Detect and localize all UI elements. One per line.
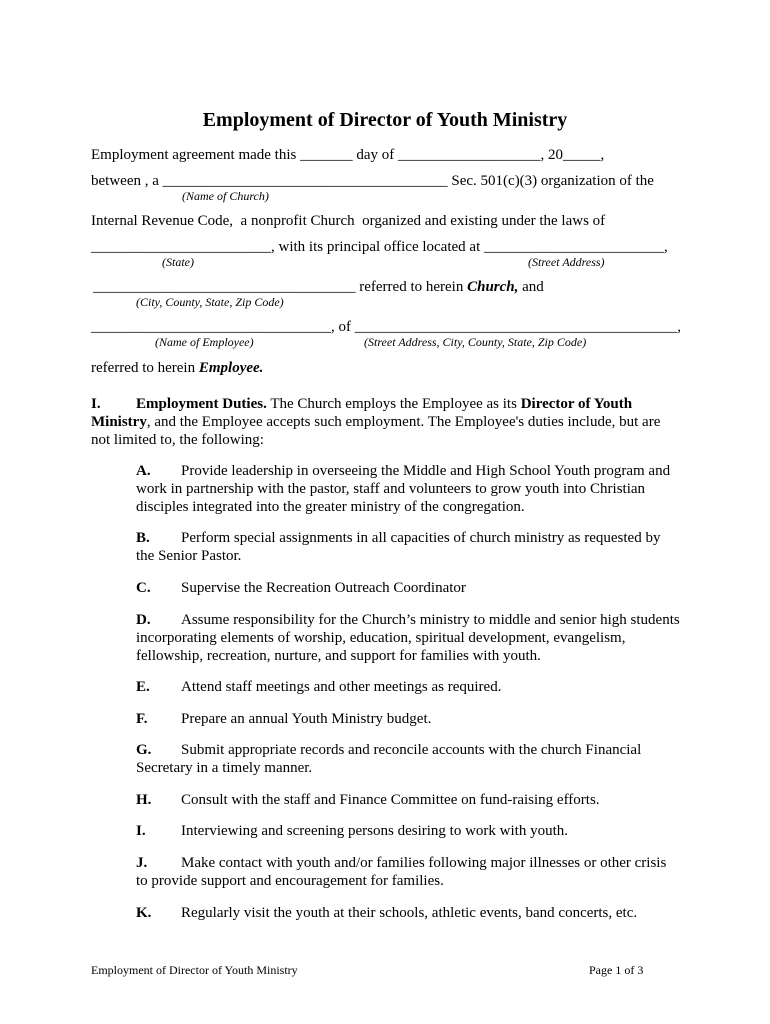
duty-item (136, 741, 681, 777)
caption-employee-address: (Street Address, City, County, State, Zip Code) (364, 335, 587, 349)
duty-text: Make contact with youth and/or families following major illnesses or other crisis to provide support and encouragement for families. (136, 855, 667, 889)
referred-church-text: referred to herein (355, 279, 468, 295)
duty-letter: H. (136, 792, 152, 808)
section-heading: Employment Duties. (136, 396, 267, 412)
duty-item (136, 529, 681, 565)
section-text-a: The Church employs the Employee as its (266, 396, 521, 412)
and-text: and (518, 279, 544, 295)
preamble-line-6 (91, 318, 681, 336)
preamble-line-5 (93, 278, 544, 296)
preamble-line-2: between , a ______________________________________ Sec. 501(c)(3) organization of the (91, 173, 654, 189)
employee-defined-term: Employee. (198, 360, 264, 376)
duty-text: Assume responsibility for the Church’s ministry to middle and senior high students incorporating elements of worship, education, spiritual development, evangelism, fellowship, recreation, nurture, and support for families with youth. (136, 612, 680, 664)
preamble-line-7 (91, 359, 263, 377)
duty-letter: B. (136, 530, 150, 546)
duty-item (136, 611, 681, 665)
duty-letter: I. (136, 823, 146, 839)
duty-item (136, 822, 681, 840)
duty-text: Prepare an annual Youth Ministry budget. (181, 711, 432, 727)
duty-item (136, 710, 681, 728)
duty-letter: K. (136, 905, 152, 921)
duty-item (136, 854, 681, 890)
duty-text: Provide leadership in overseeing the Middle and High School Youth program and work in partnership with the pastor, staff and volunteers to grow youth into Christian disciples integrated into the greater ministry of the congregation. (136, 463, 671, 515)
duty-letter: E. (136, 679, 150, 695)
duty-text: Supervise the Recreation Outreach Coordinator (181, 580, 466, 596)
principal-office-text: , with its principal office located at ________________________, (271, 239, 668, 255)
duty-text: Interviewing and screening persons desiring to work with youth. (181, 823, 569, 839)
duty-letter: D. (136, 612, 151, 628)
city-blank: ___________________________________ (93, 279, 356, 295)
duty-item (136, 579, 681, 597)
caption-state: (State) (162, 255, 194, 269)
caption-name-of-employee: (Name of Employee) (155, 335, 254, 349)
referred-employee-text: referred to herein (91, 360, 199, 376)
duty-text: Attend staff meetings and other meetings as required. (181, 679, 502, 695)
duty-text: Perform special assignments in all capacities of church ministry as requested by the Senior Pastor. (136, 530, 661, 564)
preamble-line-3: Internal Revenue Code, a nonprofit Church organized and existing under the laws of (91, 213, 606, 229)
state-blank: ________________________ (91, 239, 271, 255)
duty-letter: F. (136, 711, 148, 727)
preamble-line-1: Employment agreement made this _______ day of ___________________, 20_____, (91, 147, 605, 163)
caption-name-of-church: (Name of Church) (182, 189, 269, 203)
duty-item (136, 462, 681, 516)
duty-item (136, 904, 681, 922)
footer-title: Employment of Director of Youth Ministry (91, 963, 298, 977)
duty-item (136, 678, 681, 696)
document-title: Employment of Director of Youth Ministry (202, 109, 568, 131)
duty-letter: C. (136, 580, 151, 596)
section-employment-duties (91, 395, 681, 449)
preamble-line-4 (91, 238, 668, 256)
duty-text: Consult with the staff and Finance Committee on fund-raising efforts. (181, 792, 600, 808)
duty-letter: G. (136, 742, 152, 758)
duty-letter: J. (136, 855, 148, 871)
employee-name-blank: ________________________________ (91, 319, 331, 335)
duty-text: Submit appropriate records and reconcile accounts with the church Financial Secretary in a timely manner. (136, 742, 642, 776)
section-number: I. (91, 396, 101, 412)
duty-letter: A. (136, 463, 151, 479)
duty-text: Regularly visit the youth at their schools, athletic events, band concerts, etc. (181, 905, 638, 921)
church-defined-term: Church, (467, 279, 519, 295)
section-text-c: , and the Employee accepts such employment. The Employee's duties include, but are not limited to, the following: (91, 414, 661, 448)
caption-city-county: (City, County, State, Zip Code) (136, 295, 284, 309)
caption-street-address: (Street Address) (528, 255, 605, 269)
position-title: Director of Youth Ministry (91, 396, 633, 430)
employee-address-blank: , of ___________________________________________, (331, 319, 681, 335)
duty-item (136, 791, 681, 809)
footer-page-number: Page 1 of 3 (589, 963, 644, 977)
